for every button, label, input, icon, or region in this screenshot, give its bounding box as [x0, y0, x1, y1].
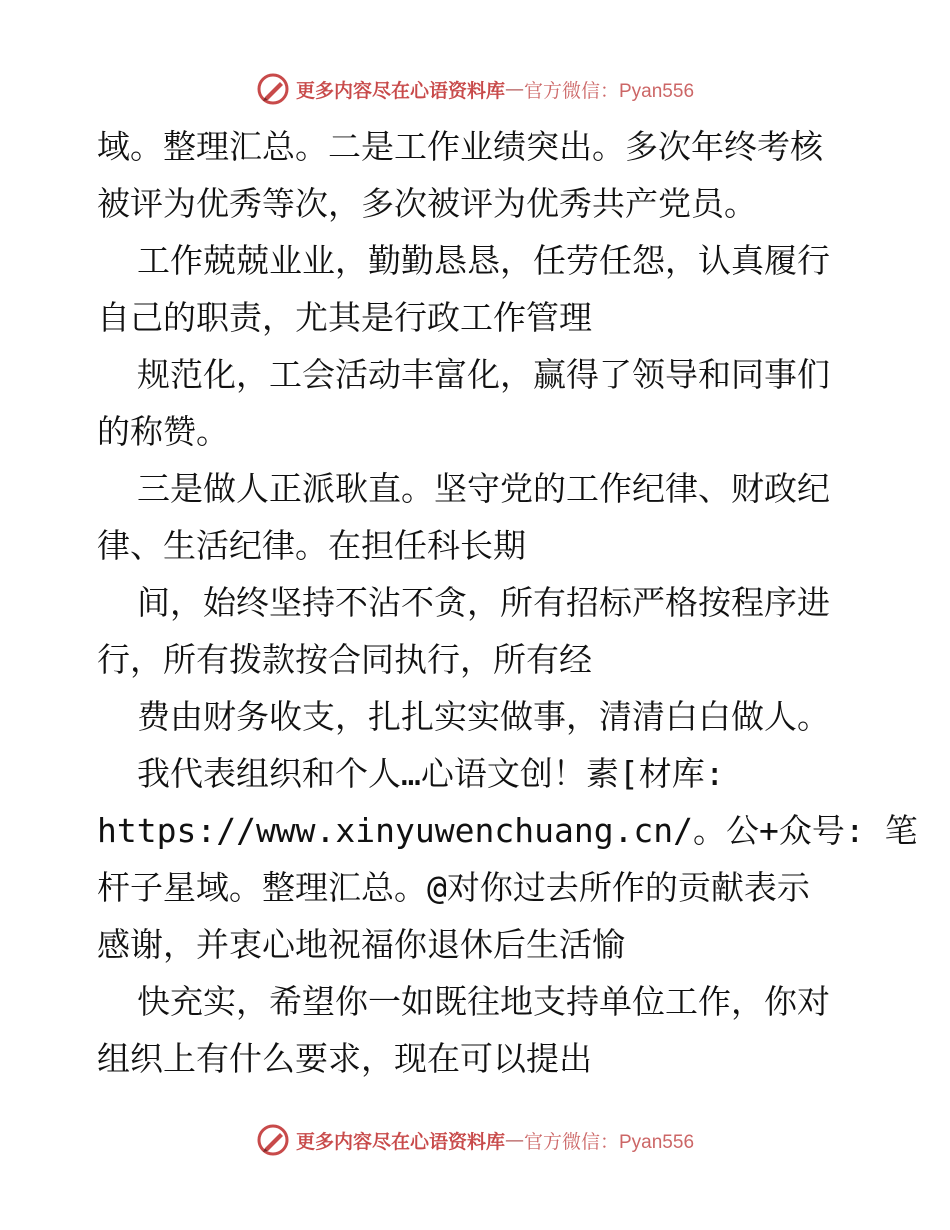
text-line: https://www.xinyuwenchuang.cn/。公+众号: 笔: [97, 811, 918, 850]
text-line: 规范化，工会活动丰富化，赢得了领导和同事们: [137, 355, 830, 394]
text-line: 三是做人正派耿直。坚守党的工作纪律、财政纪: [137, 469, 830, 508]
text-line: 的称赞。: [97, 412, 229, 451]
text-line: 间，始终坚持不沾不贪，所有招标严格按程序进: [137, 583, 830, 622]
text-line: 域。整理汇总。二是工作业绩突出。多次年终考核: [97, 127, 823, 166]
header-banner: [0, 72, 950, 106]
text-line: 费由财务收支，扎扎实实做事，清清白白做人。: [137, 697, 830, 736]
text-line: 工作兢兢业业，勤勤恳恳，任劳任怨，认真履行: [137, 241, 830, 280]
text-line: 快充实，希望你一如既往地支持单位工作，你对: [137, 982, 830, 1021]
pen-logo-icon: [256, 1123, 290, 1157]
footer-banner-text: 更多内容尽在心语资料库: [295, 1130, 505, 1153]
text-line: 自己的职责，尤其是行政工作管理: [97, 298, 592, 337]
footer-banner: [0, 1123, 950, 1157]
header-separator: —: [505, 78, 524, 100]
text-line: 被评为优秀等次，多次被评为优秀共产党员。: [97, 184, 757, 223]
text-line: 组织上有什么要求，现在可以提出: [97, 1039, 592, 1078]
text-line: 行，所有拨款按合同执行，所有经: [97, 640, 592, 679]
footer-separator: —: [505, 1129, 524, 1151]
footer-contact: 官方微信：Pyan556: [524, 1131, 695, 1153]
header-banner-text: 更多内容尽在心语资料库: [295, 79, 505, 102]
header-contact: 官方微信：Pyan556: [524, 80, 695, 102]
text-line: 杆子星域。整理汇总。@对你过去所作的贡献表示: [97, 868, 810, 907]
pen-logo-icon: [256, 72, 290, 106]
document-body: [97, 118, 918, 1087]
text-line: 律、生活纪律。在担任科长期: [97, 526, 526, 565]
text-line: 我代表组织和个人…心语文创！素[材库:: [137, 754, 725, 793]
text-line: 感谢，并衷心地祝福你退休后生活愉: [97, 925, 625, 964]
